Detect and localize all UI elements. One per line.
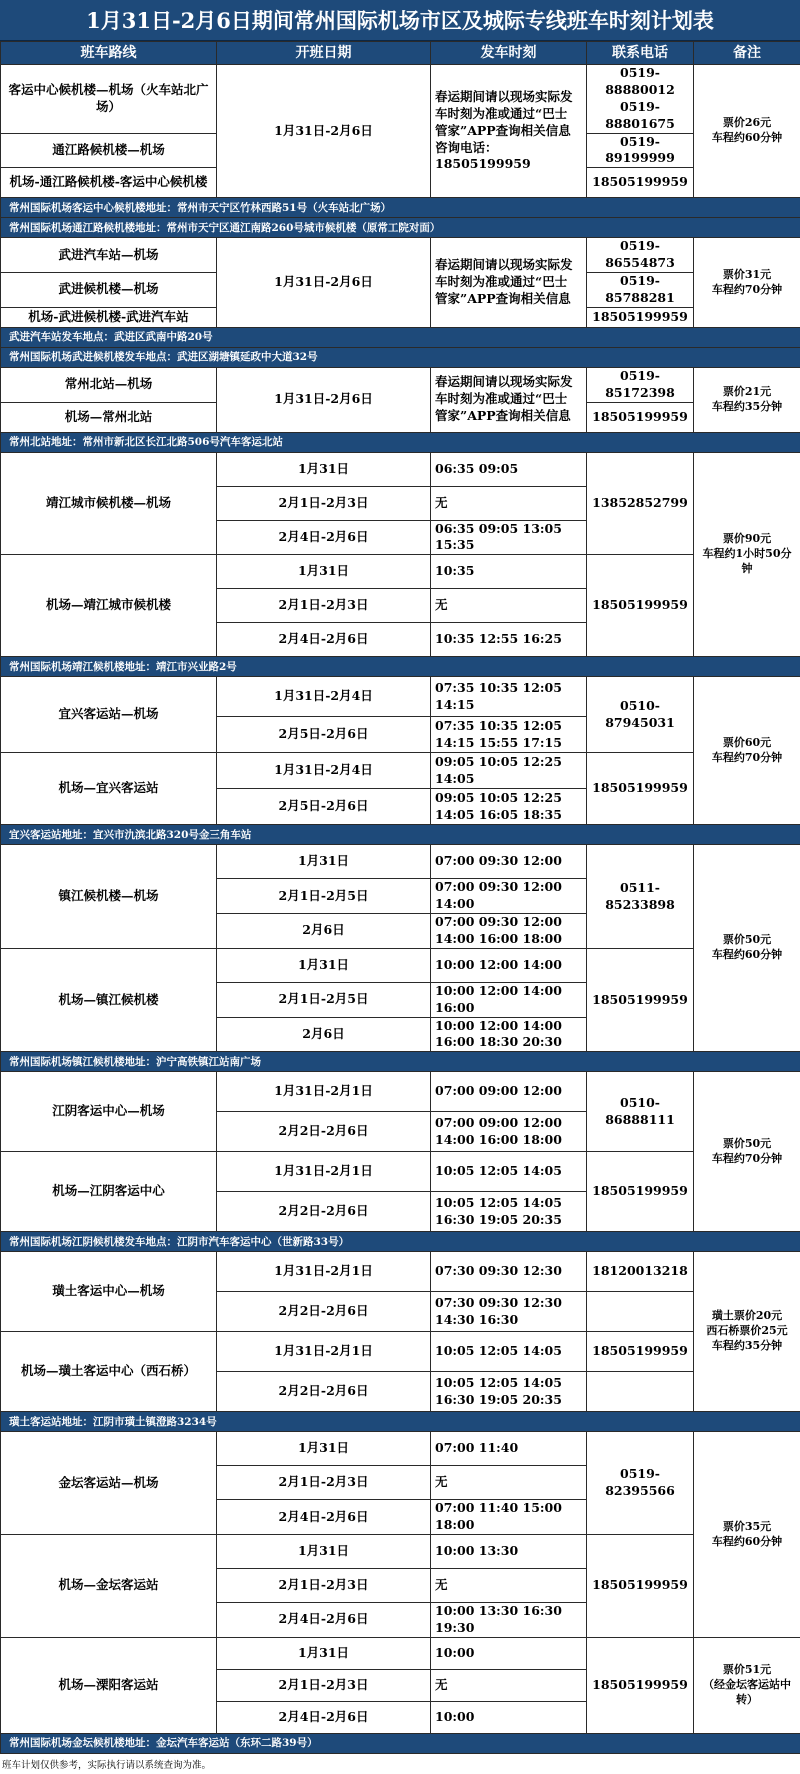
contact-phone: 0511-85233898 [587,845,694,949]
departure-times: 06:35 09:05 [431,452,587,486]
service-date: 1月31日 [217,1637,431,1669]
route-name: 靖江城市候机楼—机场 [1,452,217,555]
fare-line: 车程约60分钟 [698,1535,796,1550]
fare-note [694,1252,800,1412]
route-name: 江阴客运中心—机场 [1,1072,217,1152]
route-name: 镇江候机楼—机场 [1,845,217,949]
table-row [1,753,800,789]
fare-line: 车程约60分钟 [698,948,796,963]
route-name: 机场—溧阳客运站 [1,1637,217,1733]
contact-phone: 18505199959 [587,555,694,657]
contact-phone: 0519-82395566 [587,1432,694,1535]
address-row [1,1052,800,1072]
service-date: 1月31日-2月4日 [217,677,431,717]
departure-times: 10:35 12:55 16:25 [431,623,587,657]
departure-times: 09:05 10:05 12:25 14:05 [431,753,587,789]
service-date: 1月31日-2月1日 [217,1252,431,1292]
departure-times: 10:00 12:00 14:00 16:00 [431,982,587,1017]
departure-times: 无 [431,589,587,623]
route-name: 机场—镇江候机楼 [1,948,217,1052]
contact-phone: 0519-86554873 [587,238,694,273]
page-title: 1月31日-2月6日期间常州国际机场市区及城际专线班车时刻计划表 [0,0,800,41]
service-date: 1月31日-2月4日 [217,753,431,789]
route-name: 机场-通江路候机楼-客运中心候机楼 [1,168,217,198]
contact-phone: 0519-88880012 0519-88801675 [587,65,694,134]
address-text: 常州国际机场客运中心候机楼地址：常州市天宁区竹林西路51号（火车站北广场） [1,198,800,218]
service-date: 1月31日 [217,948,431,982]
departure-line: 车时刻为准或通过“巴士 [435,274,582,291]
schedule-table [0,41,800,1754]
table-row [1,1432,800,1466]
service-date: 2月1日-2月5日 [217,982,431,1017]
table-row [1,238,800,273]
departure-times: 10:35 [431,555,587,589]
departure-line: 管家”APP查询相关信息 [435,123,582,140]
service-date: 1月31日-2月1日 [217,1072,431,1112]
header-date: 开班日期 [217,42,431,65]
route-name: 常州北站—机场 [1,367,217,402]
departure-times: 07:00 09:30 12:00 14:00 [431,879,587,914]
departure-times: 10:05 12:05 14:05 [431,1332,587,1372]
service-date: 2月6日 [217,914,431,949]
route-name: 通江路候机楼—机场 [1,133,217,168]
fare-note [694,1637,800,1733]
fare-line: 车程约70分钟 [698,283,796,298]
departure-line: 车时刻为准或通过“巴士 [435,391,582,408]
address-row [1,1733,800,1753]
route-name: 武进候机楼—机场 [1,273,217,308]
departure-line: 咨询电话：18505199959 [435,140,582,174]
table-row [1,1252,800,1292]
departure-times: 10:00 [431,1637,587,1669]
fare-line: 票价50元 [698,933,796,948]
departure-times: 06:35 09:05 13:05 15:35 [431,520,587,555]
service-date: 1月31日-2月6日 [217,238,431,328]
table-row [1,367,800,402]
service-date: 2月2日-2月6日 [217,1192,431,1232]
service-date: 1月31日 [217,1535,431,1569]
address-row [1,198,800,218]
fare-note [694,452,800,657]
route-name: 机场-武进候机楼-武进汽车站 [1,307,217,327]
departure-info [431,65,587,198]
fare-line: 璜土票价20元 [698,1309,796,1324]
route-name: 机场—江阴客运中心 [1,1152,217,1232]
fare-note [694,65,800,198]
address-row [1,347,800,367]
service-date: 2月4日-2月6日 [217,1603,431,1638]
address-text: 武进汽车站发车地点：武进区武南中路20号 [1,327,800,347]
service-date: 1月31日 [217,555,431,589]
service-date: 1月31日 [217,845,431,879]
table-row [1,452,800,486]
table-row [1,1535,800,1569]
contact-phone: 0519-89199999 [587,133,694,168]
departure-times: 10:05 12:05 14:05 [431,1152,587,1192]
service-date: 1月31日 [217,1432,431,1466]
fare-note [694,1432,800,1638]
departure-line: 春运期间请以现场实际发 [435,257,582,274]
contact-phone: 18505199959 [587,753,694,825]
contact-phone [587,1292,694,1332]
service-date: 1月31日-2月1日 [217,1332,431,1372]
header-phone: 联系电话 [587,42,694,65]
header-route: 班车路线 [1,42,217,65]
service-date: 2月1日-2月3日 [217,486,431,520]
table-row [1,1637,800,1669]
fare-line: 票价51元 [698,1663,796,1678]
fare-line: 票价60元 [698,736,796,751]
departure-times: 10:05 12:05 14:05 16:30 19:05 20:35 [431,1372,587,1412]
address-text: 常州国际机场武进候机楼发车地点：武进区湖塘镇延政中大道32号 [1,347,800,367]
departure-times: 无 [431,1569,587,1603]
departure-times: 07:35 10:35 12:05 14:15 [431,677,587,717]
address-row [1,1412,800,1432]
table-row [1,1332,800,1372]
header-note: 备注 [694,42,800,65]
header-row [1,42,800,65]
contact-phone: 0510-86888111 [587,1072,694,1152]
service-date: 2月2日-2月6日 [217,1112,431,1152]
departure-line: 管家”APP查询相关信息 [435,291,582,308]
service-date: 2月2日-2月6日 [217,1292,431,1332]
departure-times: 07:00 09:30 12:00 14:00 16:00 18:00 [431,914,587,949]
fare-line: 车程约70分钟 [698,1152,796,1167]
address-row [1,1232,800,1252]
departure-times: 10:00 12:00 14:00 16:00 18:30 20:30 [431,1017,587,1052]
service-date: 2月4日-2月6日 [217,623,431,657]
address-text: 常州国际机场靖江候机楼地址：靖江市兴业路2号 [1,657,800,677]
table-row [1,555,800,589]
departure-line: 管家”APP查询相关信息 [435,408,582,425]
schedule-body [1,65,800,1754]
service-date: 2月2日-2月6日 [217,1372,431,1412]
contact-phone: 13852852799 [587,452,694,555]
route-name: 机场—常州北站 [1,402,217,432]
departure-times: 07:30 09:30 12:30 14:30 16:30 [431,1292,587,1332]
route-name: 武进汽车站—机场 [1,238,217,273]
fare-line: 车程约60分钟 [698,131,796,146]
fare-line: 车程约1小时50分钟 [698,547,796,577]
service-date: 2月1日-2月3日 [217,1669,431,1701]
header-time: 发车时刻 [431,42,587,65]
address-row [1,432,800,452]
departure-times: 10:00 13:30 16:30 19:30 [431,1603,587,1638]
service-date: 2月6日 [217,1017,431,1052]
service-date: 2月4日-2月6日 [217,1701,431,1733]
departure-times: 07:30 09:30 12:30 [431,1252,587,1292]
table-row [1,845,800,879]
fare-line: 票价90元 [698,532,796,547]
service-date: 1月31日 [217,452,431,486]
departure-info [431,367,587,432]
departure-times: 无 [431,1466,587,1500]
address-row [1,218,800,238]
fare-line: （经金坛客运站中转） [698,1678,796,1708]
contact-phone: 18505199959 [587,1637,694,1733]
contact-phone: 0519-85172398 [587,367,694,402]
contact-phone: 18505199959 [587,1535,694,1638]
disclaimer: 班车计划仅供参考，实际执行请以系统查询为准。 [0,1754,800,1774]
fare-line: 西石桥票价25元 [698,1324,796,1339]
contact-phone: 0510-87945031 [587,677,694,753]
route-name: 宜兴客运站—机场 [1,677,217,753]
contact-phone: 18505199959 [587,1152,694,1232]
service-date: 2月1日-2月3日 [217,1466,431,1500]
contact-phone: 18120013218 [587,1252,694,1292]
fare-note [694,367,800,432]
route-name: 客运中心候机楼—机场（火车站北广场） [1,65,217,134]
fare-line: 票价31元 [698,268,796,283]
address-text: 常州国际机场镇江候机楼地址：沪宁高铁镇江站南广场 [1,1052,800,1072]
address-row [1,327,800,347]
address-text: 璜土客运站地址：江阴市璜土镇澄路3234号 [1,1412,800,1432]
address-text: 宜兴客运站地址：宜兴市氿滨北路320号金三角车站 [1,825,800,845]
contact-phone: 0519-85788281 [587,273,694,308]
departure-info [431,238,587,328]
departure-times: 07:00 09:00 12:00 [431,1072,587,1112]
contact-phone: 18505199959 [587,1332,694,1372]
departure-times: 10:00 13:30 [431,1535,587,1569]
service-date: 2月1日-2月3日 [217,589,431,623]
departure-times: 10:00 [431,1701,587,1733]
contact-phone [587,1372,694,1412]
service-date: 2月1日-2月3日 [217,1569,431,1603]
fare-note [694,238,800,328]
service-date: 1月31日-2月1日 [217,1152,431,1192]
fare-line: 票价26元 [698,116,796,131]
service-date: 2月1日-2月5日 [217,879,431,914]
departure-times: 无 [431,486,587,520]
table-row [1,1152,800,1192]
departure-times: 10:05 12:05 14:05 16:30 19:05 20:35 [431,1192,587,1232]
contact-phone: 18505199959 [587,402,694,432]
fare-line: 车程约35分钟 [698,400,796,415]
fare-line: 车程约70分钟 [698,751,796,766]
address-text: 常州国际机场江阴候机楼发车地点：江阴市汽车客运中心（世新路33号） [1,1232,800,1252]
table-row [1,65,800,134]
address-row [1,657,800,677]
service-date: 2月5日-2月6日 [217,717,431,753]
route-name: 机场—金坛客运站 [1,1535,217,1638]
departure-line: 春运期间请以现场实际发 [435,374,582,391]
departure-times: 无 [431,1669,587,1701]
fare-line: 车程约35分钟 [698,1339,796,1354]
route-name: 机场—璜土客运中心（西石桥） [1,1332,217,1412]
service-date: 2月4日-2月6日 [217,1500,431,1535]
table-row [1,948,800,982]
route-name: 璜土客运中心—机场 [1,1252,217,1332]
route-name: 机场—靖江城市候机楼 [1,555,217,657]
departure-times: 07:00 11:40 [431,1432,587,1466]
fare-note [694,677,800,825]
address-text: 常州国际机场通江路候机楼地址：常州市天宁区通江南路260号城市候机楼（原常工院对面） [1,218,800,238]
service-date: 1月31日-2月6日 [217,367,431,432]
address-text: 常州北站地址：常州市新北区长江北路506号汽车客运北站 [1,432,800,452]
departure-times: 09:05 10:05 12:25 14:05 16:05 18:35 [431,789,587,825]
service-date: 2月4日-2月6日 [217,520,431,555]
departure-line: 春运期间请以现场实际发 [435,89,582,106]
contact-phone: 18505199959 [587,948,694,1052]
fare-line: 票价35元 [698,1520,796,1535]
departure-times: 07:00 09:30 12:00 [431,845,587,879]
fare-line: 票价50元 [698,1137,796,1152]
departure-times: 07:35 10:35 12:05 14:15 15:55 17:15 [431,717,587,753]
departure-times: 07:00 09:00 12:00 14:00 16:00 18:00 [431,1112,587,1152]
contact-phone: 18505199959 [587,168,694,198]
address-text: 常州国际机场金坛候机楼地址：金坛汽车客运站（东环二路39号） [1,1733,800,1753]
departure-times: 10:00 12:00 14:00 [431,948,587,982]
fare-line: 票价21元 [698,385,796,400]
address-row [1,825,800,845]
route-name: 机场—宜兴客运站 [1,753,217,825]
departure-line: 车时刻为准或通过“巴士 [435,106,582,123]
table-row [1,1072,800,1112]
fare-note [694,1072,800,1232]
route-name: 金坛客运站—机场 [1,1432,217,1535]
fare-note [694,845,800,1052]
departure-times: 07:00 11:40 15:00 18:00 [431,1500,587,1535]
table-row [1,677,800,717]
service-date: 1月31日-2月6日 [217,65,431,198]
service-date: 2月5日-2月6日 [217,789,431,825]
contact-phone: 18505199959 [587,307,694,327]
